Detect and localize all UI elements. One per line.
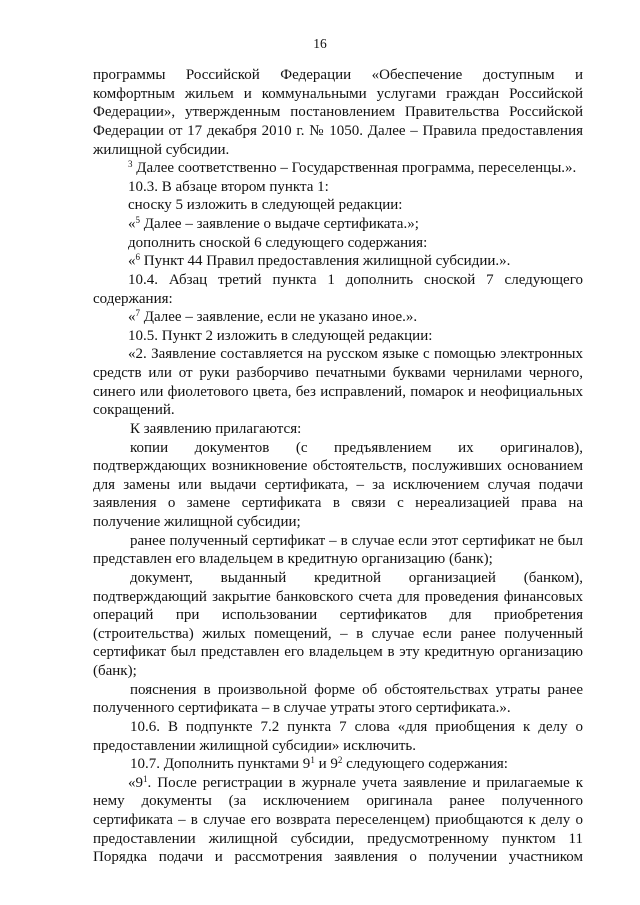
paragraph-10-7 — [93, 755, 583, 774]
paragraph-attachments-heading: К заявлению прилагаются: — [130, 420, 302, 437]
footnote-5-text — [93, 215, 583, 234]
paragraph-attachment-certificate: ранее полученный сертификат – в случае если этот сертификат не был представлен его владельцем в кредитную организацию (банк); — [93, 532, 583, 568]
footnote-marker: 3 — [128, 159, 133, 170]
quote-open: « — [128, 253, 136, 270]
footnote-6-text — [93, 252, 583, 271]
footnote-marker: 7 — [135, 308, 140, 319]
paragraph-point-2: «2. Заявление составляется на русском языке с помощью электронных средств или от руки разборчиво печатными буквами чернилами черного, синего или фиолетового цвета, без исправлений, помарок и неофициальных сокращений. — [93, 346, 583, 419]
paragraph-text: 10.7. Дополнить пунктами 9 — [130, 756, 311, 773]
paragraph-footnote-6-instruction: дополнить сноской 6 следующего содержания: — [128, 234, 428, 251]
paragraph-text: следующего содержания: — [342, 756, 508, 773]
paragraph-10-4: 10.4. Абзац третий пункта 1 дополнить сноской 7 следующего содержания: — [93, 271, 583, 307]
footnote-text: Далее – заявление о выдаче сертификата.»; — [140, 216, 419, 232]
paragraph-10-5: 10.5. Пункт 2 изложить в следующей редакции: — [128, 327, 433, 344]
superscript-marker: 2 — [337, 755, 343, 766]
footnote-text: Далее – заявление, если не указано иное.». — [140, 309, 418, 326]
superscript-marker: 1 — [143, 773, 148, 784]
document-body — [93, 66, 583, 867]
page-number: 16 — [313, 36, 327, 51]
paragraph-text: «9 — [128, 774, 143, 791]
paragraph-text: . После регистрации в журнале учета заявление и прилагаемые к нему документы (за исключением оригинала ранее полученного сертификата – в случае его возврата переселенцем) приобщаются к делу о предоставлении жилищной субсидии, предусмотренному пунктом 11 Порядка подачи и рассмотрения заявления о получении участником — [93, 774, 583, 866]
footnote-text: Пункт 44 Правил предоставления жилищной субсидии.». — [140, 253, 511, 270]
paragraph-10-3: 10.3. В абзаце втором пункта 1: — [128, 178, 329, 195]
paragraph-continuation: программы Российской Федерации «Обеспечение доступным и комфортным жильем и коммунальными услугами граждан Российской Федерации», утвержденным постановлением Правительства Российской Федерации от 17 декабря 2010 г. № 1050. Далее – Правила предоставления жилищной субсидии. — [93, 67, 583, 158]
paragraph-attachment-explanation: пояснения в произвольной форме об обстоятельствах утраты ранее полученного сертификата – в случае утраты этого сертификата.». — [93, 681, 583, 717]
footnote-7-text — [93, 308, 583, 327]
paragraph-footnote-5-instruction: сноску 5 изложить в следующей редакции: — [128, 197, 403, 214]
paragraph-text: и 9 — [314, 756, 338, 773]
quote-open: « — [128, 309, 136, 326]
superscript-marker: 1 — [310, 755, 315, 766]
quote-open: « — [128, 216, 136, 232]
paragraph-attachment-bank-document: документ, выданный кредитной организацией (банком), подтверждающий закрытие банковского счета для проведения финансовых операций при использовании сертификатов для приобретения (строительства) жилых помещений, – в случае если ранее полученный сертификат был представлен его владельцем в эту кредитную организацию (банк); — [93, 569, 583, 679]
paragraph-10-6: 10.6. В подпункте 7.2 пункта 7 слова «для приобщения к делу о предоставлении жилищной субсидии» исключить. — [93, 718, 583, 754]
footnote-text: Далее соответственно – Государственная программа, переселенцы.». — [132, 160, 577, 177]
footnote-marker: 5 — [135, 215, 140, 225]
footnote-3 — [93, 159, 583, 178]
paragraph-attachment-copies: копии документов (с предъявлением их оригиналов), подтверждающих возникновение обстоятельств, послуживших основанием для замены или выдачи сертификата, – за исключением случая подачи заявления о замене сертификата в связи с нереализацией права на получение жилищной субсидии; — [93, 439, 583, 530]
footnote-marker: 6 — [135, 252, 140, 263]
paragraph-point-9-1 — [93, 774, 583, 867]
